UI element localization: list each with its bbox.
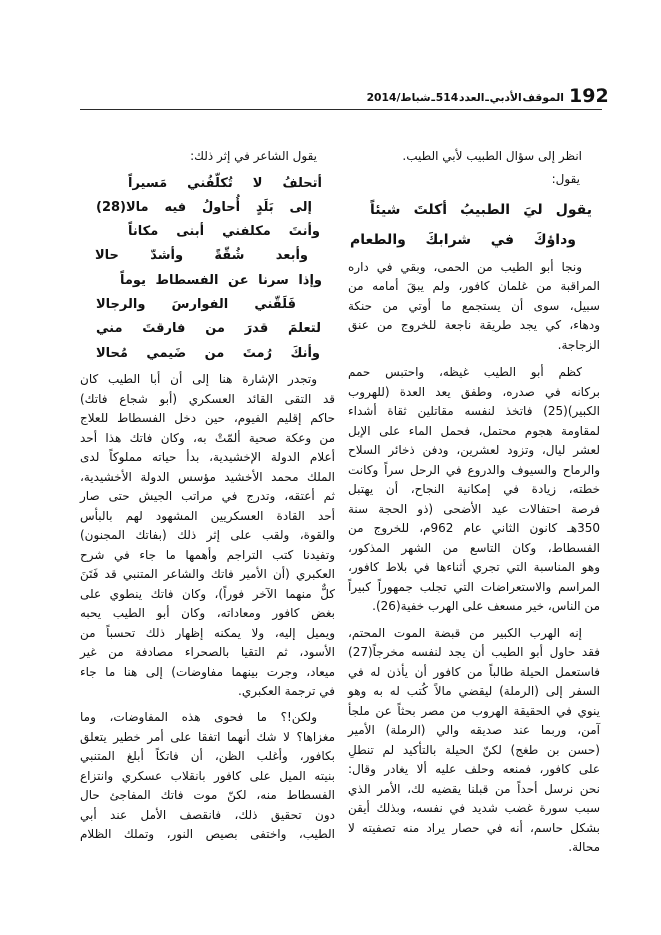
text-line: 350هـ كانون الثاني عام 962م، للخروج من bbox=[348, 521, 601, 535]
text-line: أعلام الدولة الإخشيدية، بدأ حياته مملوكاً لدى bbox=[80, 450, 335, 465]
text-line: لمقاومة هجوم محتمل، فحمل الماء على الإبل bbox=[348, 423, 600, 438]
text-line: ودهاء، كي يجد طريقة ناجعة للخروج من عنق bbox=[348, 318, 600, 332]
verse-block bbox=[348, 195, 600, 255]
verse-hemistich: أتحلفُ لا تُكلّفُني مَسيراً bbox=[128, 175, 322, 191]
text-line: بشكل حاسم، أنه في حصار يراد منه تصفيته لا bbox=[348, 820, 600, 835]
text-line: كظم أبو الطيب غيظه، واحتبس حمم bbox=[348, 365, 582, 379]
text-line: فرصة احتفالات عيد الأضحى (ذو الحجة سنة bbox=[348, 501, 600, 516]
text-line: المراقبة من غلمان كافور، ولم يبقَ أمامه من bbox=[348, 279, 600, 293]
text-line: العكبري (أن الأمير فاتك والشاعر المتنبي قد فَتَنَ bbox=[80, 567, 335, 582]
text-line: ثم أعتقه، وتدرج في مراتب الجيش حتى صار bbox=[80, 489, 335, 504]
header-divider bbox=[80, 109, 602, 110]
text-line: ينوي في الحقيقة الهروب من مصر بحثاً عن ملجأ bbox=[348, 703, 600, 718]
verse-hemistich: وأنتَ مكلفني أبنى مكاناً bbox=[128, 224, 320, 240]
verse-hemistich: إلى بَلَدٍ أُحاولُ فيه مالا(28) bbox=[96, 199, 312, 215]
text-line: مغزاها؟ لا شك أنهما اتفقا على أمر خطير يتعلق bbox=[80, 729, 335, 744]
text-line: بركانه في صدره، وطفق يعد العدة (للهروب bbox=[348, 384, 600, 399]
text-line: والرماح والسيوف والدروع في الرحل سراً وكانت bbox=[348, 462, 600, 477]
verse-hemistich: فَلَقّني الفوارسَ والرجالا bbox=[96, 296, 296, 312]
text-line: كلٌّ منهما الآخر فوراً)، وكان فاتك ينطوي على bbox=[80, 586, 335, 601]
verse-hemistich: وإذا سرنا عن الفسطاط يوماً bbox=[120, 272, 322, 288]
paragraph bbox=[348, 258, 600, 356]
text-line: وهو المناسبة التي تجري أثناءها في بلاط كافور، bbox=[348, 560, 600, 574]
text-line: على كافور، فمنعه وحلف عليه ألا يغادر وقال: bbox=[348, 762, 600, 776]
text-line: إنه الهرب الكبير من قبضة الموت المحتم، bbox=[348, 625, 582, 640]
intro-line: انظر إلى سؤال الطبيب لأبي الطيب. bbox=[402, 149, 582, 163]
text-line: الفسطاط، وكان التاسع من الشهر المذكور، bbox=[348, 540, 600, 555]
text-line: في ترجمة العكبري. bbox=[238, 684, 335, 699]
text-line: لعشر ليال، وتزود لعشرين، ودفن ذخائر السلاح bbox=[348, 443, 600, 457]
verse-block bbox=[80, 172, 335, 366]
text-line: نحن نرسل أحداً من قبلنا يقضيه لك، الأمر الذي bbox=[348, 781, 600, 796]
text-line: حاكم إقليم الفيوم، حين دخل الفسطاط للعلاج bbox=[80, 411, 335, 426]
text-line: فقد حاول أبو الطيب أن يجد لنفسه مخرجاً(27) bbox=[348, 645, 600, 659]
left-column bbox=[80, 147, 335, 845]
text-line: ويميل إليه، ولا يمكنه إظهار ذلك تحسباً من bbox=[80, 625, 335, 640]
text-line: المراسم والاستعراضات التي تجلب جمهوراً كبيراً bbox=[348, 579, 600, 594]
text-line: الزجاجة. bbox=[557, 337, 600, 352]
verse-hemistich: وداؤكَ في شرابكَ والطعام bbox=[350, 232, 576, 248]
text-line: قد التقى القائد العسكري (أبو شجاع فاتك) bbox=[80, 391, 335, 406]
text-line: فاستعمل الحيلة طالباً من كافور أن يأذن له في bbox=[348, 664, 600, 679]
text-line: آمن، وربما عند صديقه والي (الرملة) الأمير bbox=[348, 723, 600, 737]
verse-hemistich: وأنكَ رُمتَ من ضَيمي مُحالا bbox=[96, 345, 320, 361]
text-line: ونجا أبو الطيب من الحمى، وبقي في داره bbox=[348, 259, 582, 274]
text-line: وتجدر الإشارة هنا إلى أن أبا الطيب كان bbox=[80, 372, 317, 387]
verse-hemistich: وأبعد شُقّةً وأشدّ حالا bbox=[95, 248, 308, 264]
text-line: من وعكة صحية ألمّتْ به، وكان فاتك هذا أحد bbox=[80, 430, 335, 445]
text-line: السفر إلى (الرملة) ليقضي مالاً كُتب له به وهو bbox=[348, 684, 600, 698]
paragraph bbox=[348, 624, 600, 858]
right-column bbox=[348, 147, 600, 858]
text-line: بغض كافور ومعاداته، وكان أبو الطيب يحبه bbox=[80, 606, 335, 621]
text-line: (حسن بن طغج) لكنّ الحيلة بالتأكيد لم تنطلِ bbox=[348, 742, 600, 757]
text-line: دون تحقيق ذلك، فانقصف الأمل عند أبي bbox=[80, 807, 335, 822]
text-line: أحد القادة العسكريين المشهود لهم بالبأس bbox=[80, 508, 335, 523]
paragraph bbox=[80, 708, 335, 845]
text-line: سبب سورة غضب شديد في نفسه، وبذلك أيقن bbox=[348, 801, 600, 815]
text-line: الكبير)(25) فاتخذ لنفسه مقاتلين ثقاة أشداء bbox=[348, 404, 600, 418]
text-line: بكافور، وأغلب الظن، أن فاتكاً أبلغ المتنبي bbox=[80, 749, 335, 764]
paragraph bbox=[80, 370, 335, 702]
verse-hemistich: يقول ليَ الطبيبُ أكلتَ شيئاً bbox=[370, 202, 592, 218]
says-line: يقول: bbox=[551, 171, 580, 186]
text-line: الأسود، ثم التقيا بالصحراء مصادفة من غير bbox=[80, 645, 335, 660]
text-line: بنيته الميل على كافور بانقلاب عسكري وانتزاع bbox=[80, 768, 335, 783]
page-number: 192 bbox=[569, 85, 609, 107]
text-line: والقوة، ولقب على إثر ذلك (بفاتك المجنون) bbox=[80, 528, 335, 543]
text-line: الطيب، واختفى بصيص النور، وتملك الظلام bbox=[80, 827, 335, 842]
verse-hemistich: لتعلمَ قدرَ من فارقتَ مني bbox=[96, 321, 321, 337]
text-line: محالة. bbox=[568, 840, 600, 854]
text-line: خطته، زيادة في إمكانية النجاح، أن يهتبل bbox=[348, 482, 600, 496]
journal-header: الموقف الأدبي ـ العدد 514 ـ شباط/2014 bbox=[366, 91, 564, 104]
text-line: سبيل، سوى أن يستجمع ما أوتي من حنكة bbox=[348, 298, 600, 313]
text-line: الملك محمد الأخشيد مؤسس الدولة الأخشيدية، bbox=[80, 469, 335, 484]
text-line: ولكن!؟ ما فحوى هذه المفاوضات، وما bbox=[80, 710, 317, 725]
paragraph bbox=[348, 363, 600, 617]
text-line: الفسطاط منه، لكنّ موت فاتك المفاجئ حال bbox=[80, 788, 335, 803]
text-line: ميعاد، وجرت بينهما مفاوضات) إلى هنا ما جاء bbox=[80, 664, 335, 679]
text-line: من الناس، خير مسعف على الهرب خفية(26). bbox=[372, 599, 600, 613]
intro-line: يقول الشاعر في إثر ذلك: bbox=[190, 149, 317, 163]
text-line: وتفيدنا كتب التراجم وأهمها ما جاء في شرح bbox=[80, 547, 335, 562]
